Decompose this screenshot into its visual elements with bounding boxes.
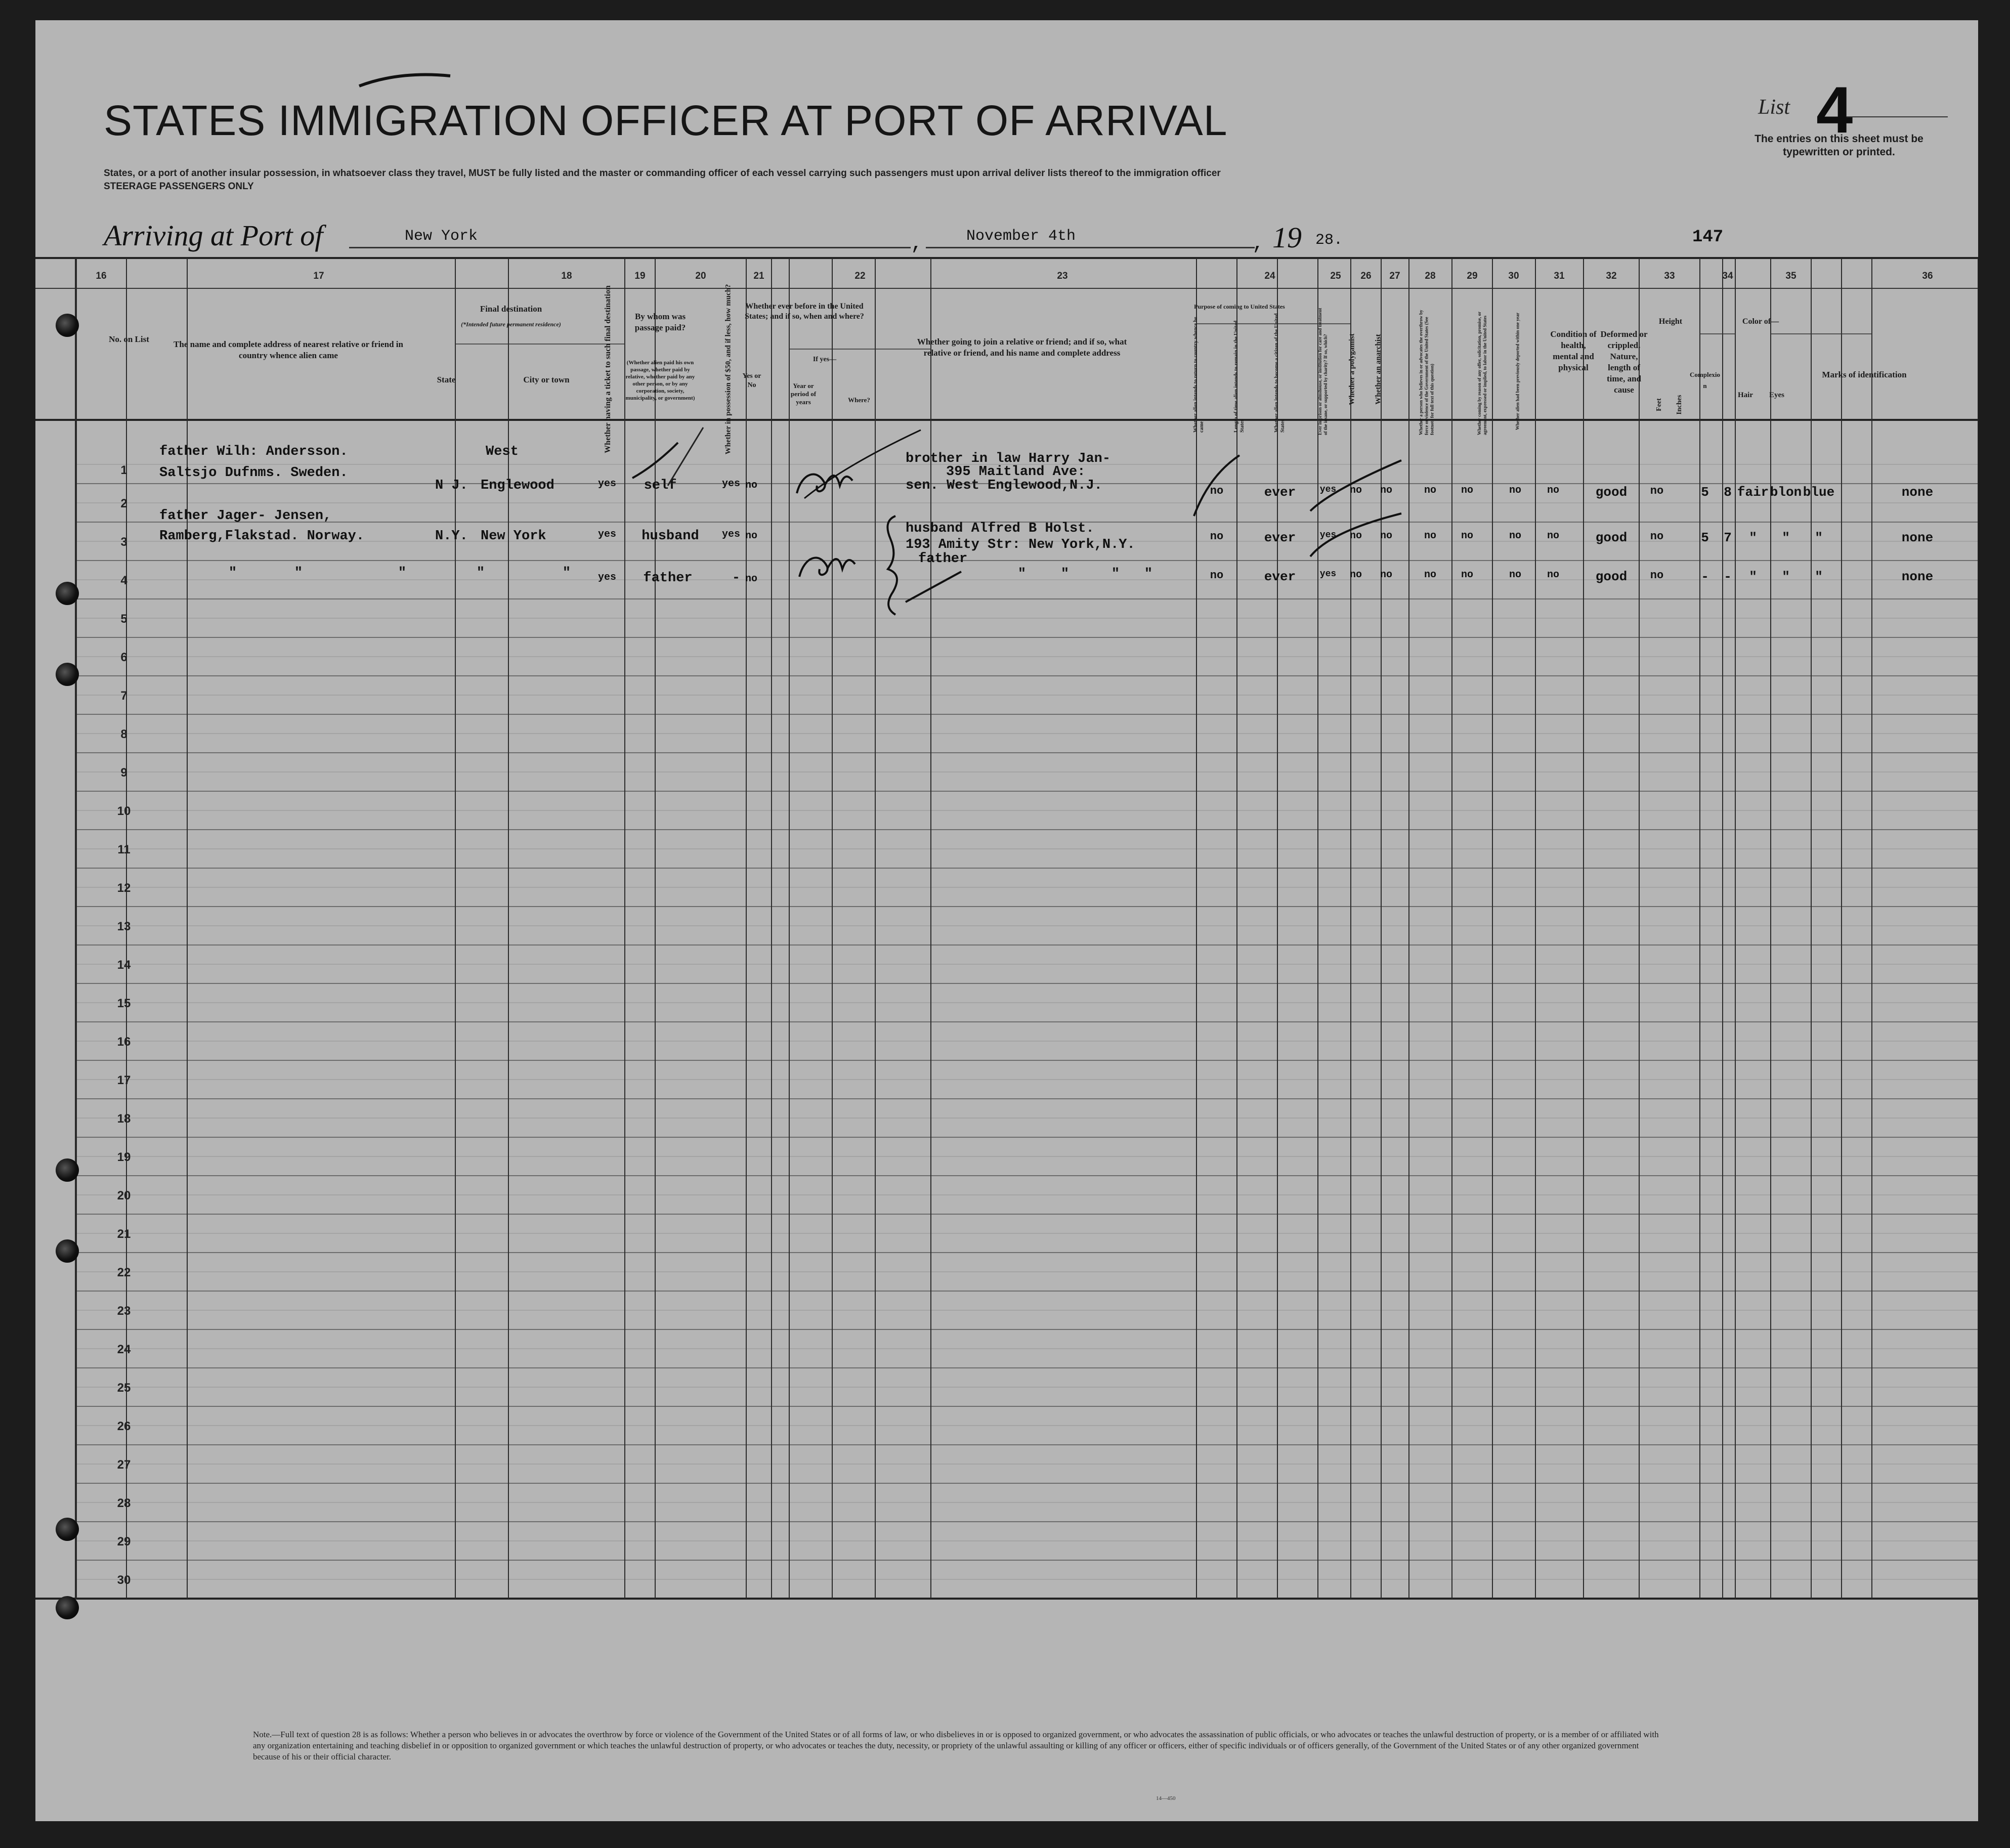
header-col19: Whether having a ticket to such final destination [604,285,612,453]
row2-c27: no [1424,530,1437,542]
footnote: Note.—Full text of question 28 is as follows: Whether a person who believes in or advocates the overthrow by force or violence of the Government of the United States or of all forms of law, or who disbelieves in or is opposed to organized government, or who advocates the assassination of public officials, or who advocates or teaches the unlawful destruction of property, or is a member of or affiliated with any organization entertaining and teaching disbelief in or opposition to organized government or which teaches the unlawful destruction of property, or who advocates or teaches the duty, necessity, or propriety of the unlawful assaulting or killing of any officer or officers, either of specific individuals or of officers generally, of the Government of the United States or of any other organized government because of his or their official character. [253,1730,1659,1761]
row-number: 22 [117,1266,131,1279]
row-number: 7 [120,689,127,703]
page-title: STATES IMMIGRATION OFFICER AT PORT OF ARRIVAL [104,97,1228,144]
header-col24b: Length of time alien intends to remain in the United States [1233,320,1245,433]
header-col28: Whether a person who believes in or advocates the overthrow by force or violence of the Government of the United States (See footnote for full text of this question) [1418,310,1435,435]
row3-health: good [1595,569,1628,584]
row-number: 10 [117,804,131,818]
row1-join-line1: brother in law Harry Jan- [906,451,1111,466]
header-col24: Purpose of coming to United States [1194,303,1285,310]
page-number: 147 [1692,228,1724,247]
row1-c27: no [1424,485,1437,496]
row2-feet: 5 [1701,530,1709,545]
binder-hole [56,1596,79,1619]
row3-feet: - [1701,569,1709,584]
row-number: 4 [120,574,127,587]
row1-inches: 8 [1724,485,1732,500]
row-number: 5 [120,612,127,626]
row-number: 3 [120,535,127,549]
row-number: 17 [117,1073,131,1087]
header-city: City or town [523,375,570,384]
row-number: 19 [117,1150,131,1164]
row1-c28: no [1461,485,1474,496]
header-color-of: Color of— [1742,317,1779,326]
row1-paid-by: self [644,478,677,493]
row2-return: no [1210,530,1224,543]
column-number: 31 [1554,271,1565,281]
row2-join-line1: husband Alfred B Holst. [906,521,1094,536]
checkmark-col25b [1310,513,1401,556]
row3-c28: no [1461,569,1474,581]
row1-feet: 5 [1701,485,1709,500]
row-number: 26 [117,1420,131,1433]
comma-mark-2: , [1252,233,1265,255]
row-number: 11 [117,843,131,856]
column-number: 26 [1360,271,1372,281]
binder-hole [56,1518,79,1541]
row1-complexion: fair [1737,485,1769,500]
row3-eyes: " [1815,569,1823,584]
header-col31: Condition of health, mental and physical [1550,329,1597,372]
row3-c30: no [1547,569,1560,581]
row1-health: good [1595,485,1628,500]
binder-hole [56,582,79,605]
row-number: 28 [117,1496,131,1510]
column-number: 20 [695,271,706,281]
row1-c25: no [1349,485,1362,496]
row3-marks: none [1901,569,1934,584]
row-number: 29 [117,1535,131,1549]
brace-mark [887,516,897,615]
row2-hair: " [1782,530,1790,545]
row1-c30: no [1547,485,1560,496]
column-number: 29 [1467,271,1478,281]
header-col26: Whether a polygamist [1348,333,1356,405]
header-col29: Whether coming by reason of any offer, solicitation, promise, or agreement, expressed or implied, to labor in the United States [1477,312,1487,435]
header-col24a: Whether alien intends to return to country whence he came [1193,317,1205,433]
signature-row1 [797,475,852,493]
row-number: 24 [117,1343,131,1356]
row1-state: N J. [435,478,468,493]
row-number: 21 [117,1227,131,1241]
row3-deformed: no [1650,569,1664,582]
column-number: 36 [1922,271,1933,281]
row1-city-line1: West [486,444,519,459]
row-number: 18 [117,1112,131,1126]
date-value: November 4th [966,228,1076,245]
header-where: Where? [848,396,870,404]
row-number: 2 [120,497,127,510]
row2-before: no [745,530,758,542]
column-number: 22 [854,271,866,281]
row1-c29: no [1509,485,1522,496]
header-col27: Whether an anarchist [1374,334,1383,405]
binder-hole [56,1158,79,1182]
year-prefix: 19 [1272,221,1302,254]
instruction-text: States, or a port of another insular possession, in whatsoever class they travel, MUST be fully listed and the master or commanding officer of each vessel carrying such passengers must upon arrival deliver lists thereof to the immigration officer [104,168,1221,179]
port-value: New York [405,228,478,245]
row-number: 12 [117,881,131,895]
checkmark-col25a [1310,460,1401,511]
header-col24c: Whether alien intends to become a citizen of the United States [1274,313,1286,433]
row2-join-line2: 193 Amity Str: New York,N.Y. [906,537,1135,552]
column-number: 33 [1664,271,1675,281]
header-col36: Marks of identification [1822,370,1907,379]
row1-deformed: no [1650,485,1664,497]
row2-health: good [1595,530,1628,545]
binder-hole [56,314,79,337]
header-state: State [437,375,456,384]
row1-return: no [1210,485,1224,497]
top-handwriting [359,75,450,87]
row-number: 1 [120,463,127,477]
row2-ticket: yes [597,529,617,540]
header-col18-sub: (*Intended future permanent residence) [461,321,561,328]
row3-join-line1: father [918,551,968,567]
header-ifyes: If yes— [812,356,837,363]
row1-join-line3: sen. West Englewood,N.J. [906,478,1102,493]
header-hair: Hair [1738,391,1753,399]
row1-hair: blon [1770,485,1802,500]
row1-citizen: yes [1319,485,1337,495]
header-col21: Whether in possession of $50, and if less, how much? [724,284,733,455]
row3-citizen: yes [1319,569,1337,579]
steerage-label: STEERAGE PASSENGERS ONLY [104,181,254,192]
row1-join-line2: 395 Maitland Ave: [946,464,1086,480]
row2-length: ever [1264,530,1296,545]
row-number: 6 [120,651,127,664]
checkmark-col24 [1194,455,1239,516]
row2-c29: no [1509,530,1522,542]
header-height: Height [1658,317,1683,326]
row1-city-line2: Englewood [481,478,554,493]
row-number: 13 [117,920,131,933]
row3-ditto-city: " [562,566,571,581]
header-col17: The name and complete address of nearest relative or friend in country whence alien came [174,339,403,360]
header-col16: No. on List [109,334,149,344]
manifest-page [35,20,1978,1821]
row3-ticket: yes [597,572,617,583]
row-number: 14 [117,958,131,972]
row-number: 15 [117,997,131,1010]
header-col32: Deformed or crippled. Nature, length of time, and cause [1600,329,1648,395]
row1-relative-line2: Saltsjo Dufnms. Sweden. [159,465,348,481]
row3-ditto-state: " [476,566,485,581]
row1-before: no [745,480,758,491]
row1-ticket: yes [597,478,617,490]
header-inches: Inches [1676,395,1683,415]
list-label: List [1758,96,1790,119]
row3-length: ever [1264,569,1296,584]
header-year: Year or period of years [790,382,817,406]
row3-c29: no [1509,569,1522,581]
row1-relative-line1: father Wilh: Andersson. [159,444,348,459]
row3-inches: - [1724,569,1732,584]
comma-mark: , [911,233,923,255]
header-yesno: Yes or No [742,372,761,389]
column-number: 34 [1722,271,1733,281]
binder-hole [56,663,79,686]
arriving-label: Arriving at Port of [104,219,323,252]
entries-note: The entries on this sheet must be typewritten or printed. [1755,133,1923,158]
year-suffix: 28. [1315,232,1343,249]
row2-city: New York [481,529,546,544]
row3-ditto-3: " [398,566,407,581]
header-feet: Feet [1655,398,1663,411]
row3-c27: no [1424,569,1437,581]
column-number: 25 [1330,271,1341,281]
column-number: 19 [634,271,646,281]
row2-complexion: " [1749,530,1757,545]
binder-hole [56,1239,79,1263]
row2-c25: no [1349,530,1362,542]
row2-eyes: " [1815,530,1823,545]
column-number: 30 [1508,271,1519,281]
row3-before: no [745,573,758,585]
row3-ditto-join-2: " [1060,567,1070,582]
row2-citizen: yes [1319,530,1337,540]
checkmark-stroke [668,427,703,486]
header-col30: Whether alien had been previously deported within one year [1515,312,1520,430]
row3-hair: " [1782,569,1790,584]
header-col20-sub: (Whether alien paid his own passage, whether paid by relative, whether paid by any other person, or by any corporation, society, municipality, or government) [625,360,695,401]
row2-marks: none [1901,530,1934,545]
header-complexion: Complexion [1690,371,1720,390]
row-number: 9 [120,766,127,780]
row-number: 23 [117,1304,131,1318]
row2-money: yes [721,529,741,540]
row-number: 16 [117,1035,131,1049]
row2-deformed: no [1650,530,1664,543]
row2-c30: no [1547,530,1560,542]
column-number: 17 [313,271,324,281]
row-number: 30 [117,1573,131,1587]
header-col22: Whether ever before in the United States; and if so, when and where? [745,302,864,321]
checkmark-row1 [632,443,678,478]
row3-return: no [1210,569,1224,582]
row2-c28: no [1461,530,1474,542]
row3-ditto-join-3: " [1111,567,1120,582]
header-col18: Final destination [480,304,542,314]
column-number: 32 [1606,271,1617,281]
header-col25: Ever in prison or almshouse, or institution for care and treatment of the insane, or supported by charity? If so, which? [1317,308,1328,435]
row-number: 27 [117,1458,131,1472]
row3-ditto-2: " [294,566,303,581]
row2-relative-line1: father Jager- Jensen, [159,508,332,524]
row3-ditto-join-1: " [1017,567,1027,582]
column-number: 27 [1389,271,1400,281]
row-number: 20 [117,1189,131,1202]
row3-money: - [732,571,741,586]
row1-money: yes [721,478,741,490]
header-eyes: Eyes [1769,391,1784,399]
row3-paid-by: father [643,571,693,586]
form-number: 14—450 [1156,1795,1176,1801]
column-number: 35 [1785,271,1797,281]
row3-ditto-join-4: " [1144,567,1153,582]
row3-c26: no [1380,569,1393,581]
list-number: 4 [1816,73,1853,147]
bracket-stroke [906,572,961,602]
column-number: 21 [753,271,764,281]
row3-c25: no [1349,569,1362,581]
row1-c26: no [1380,485,1393,496]
header-col23: Whether going to join a relative or friend; and if so, what relative or friend, and his name and complete address [917,337,1127,358]
header-col20: By whom was passage paid? [634,312,686,332]
signature-row3 [799,558,855,577]
row2-paid-by: husband [642,529,699,544]
handwriting-layer [35,20,1978,1821]
row1-eyes: blue [1803,485,1835,500]
handwriting-stroke-1 [804,430,921,498]
row1-marks: none [1901,485,1934,500]
row-number: 25 [117,1381,131,1395]
column-number: 24 [1264,271,1275,281]
row2-relative-line2: Ramberg,Flakstad. Norway. [159,529,365,544]
column-number: 18 [561,271,572,281]
row1-length: ever [1264,485,1296,500]
row-number: 8 [120,727,127,741]
row3-ditto-1: " [228,566,237,581]
row2-state: N.Y. [435,529,468,544]
column-number: 23 [1057,271,1068,281]
row2-c26: no [1380,530,1393,542]
column-number: 16 [96,271,107,281]
row3-complexion: " [1749,569,1757,584]
row2-inches: 7 [1724,530,1732,545]
column-number: 28 [1425,271,1436,281]
